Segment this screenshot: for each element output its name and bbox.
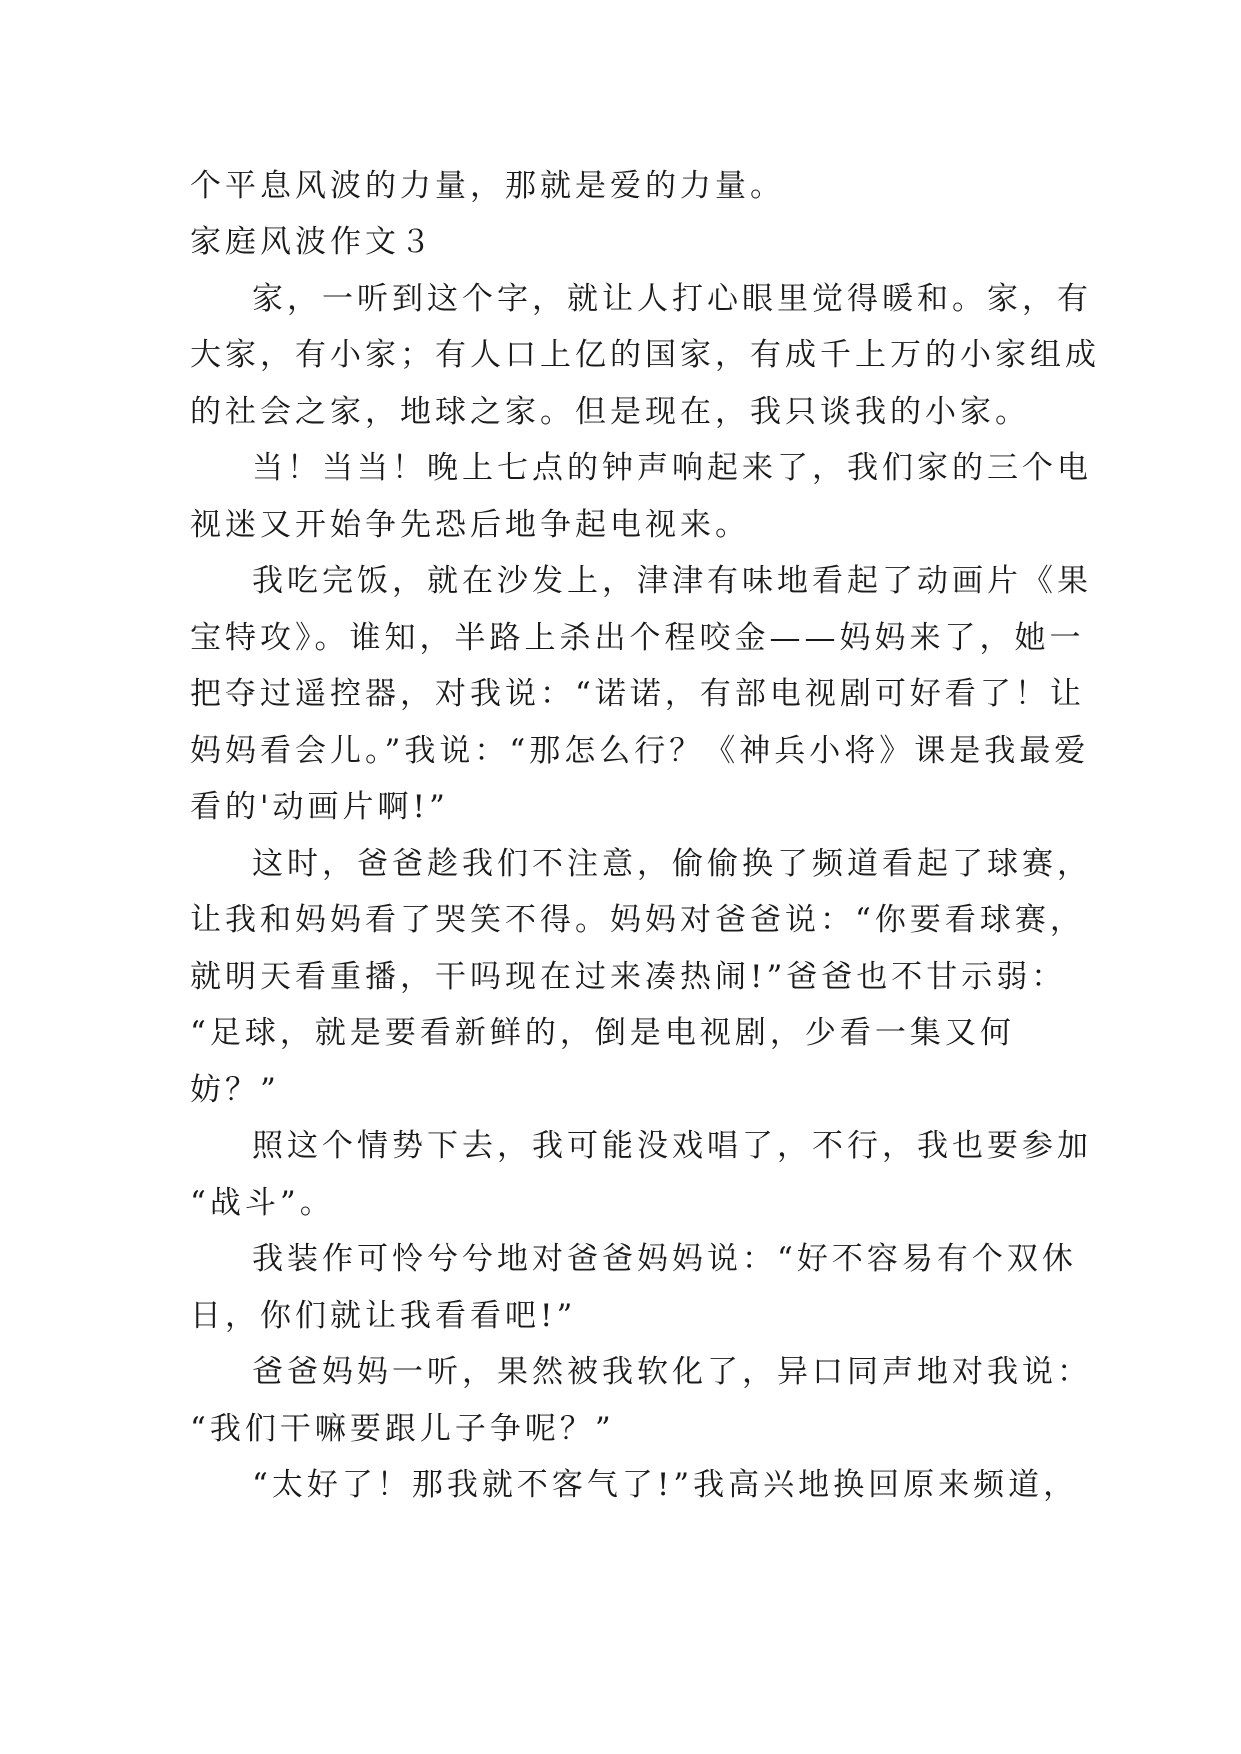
text-line: 我吃完饭，就在沙发上，津津有味地看起了动画片《果 (252, 563, 1092, 599)
text-line: 个平息风波的力量，那就是爱的力量。 (190, 168, 785, 204)
text-line: 我装作可怜兮兮地对爸爸妈妈说：“好不容易有个双休 (252, 1241, 1077, 1277)
text-line: 的社会之家，地球之家。但是现在，我只谈我的小家。 (190, 394, 1030, 430)
text-line: 妨？” (190, 1072, 280, 1108)
text-line: 宝特攻》。谁知，半路上杀出个程咬金——妈妈来了，她一 (190, 620, 1085, 656)
text-line: 看的'动画片啊!” (190, 789, 449, 825)
text-line: 当！当当！晚上七点的钟声响起来了，我们家的三个电 (252, 450, 1092, 486)
text-line: 妈妈看会儿。”我说：“那怎么行？《神兵小将》课是我最爱 (190, 733, 1090, 769)
text-line: “战斗”。 (190, 1185, 335, 1221)
text-line: “太好了！那我就不客气了!”我高兴地换回原来频道， (252, 1467, 1079, 1503)
text-line: 就明天看重播，干吗现在过来凑热闹!”爸爸也不甘示弱： (190, 959, 1067, 995)
text-line: 照这个情势下去，我可能没戏唱了，不行，我也要参加 (252, 1128, 1092, 1164)
text-line: 这时，爸爸趁我们不注意，偷偷换了频道看起了球赛， (252, 846, 1092, 882)
text-line: “我们干嘛要跟儿子争呢？” (190, 1411, 615, 1447)
section-heading: 家庭风波作文３ (190, 224, 435, 260)
text-line: 大家，有小家；有人口上亿的国家，有成千上万的小家组成 (190, 337, 1100, 373)
text-line: 日，你们就让我看看吧!” (190, 1298, 577, 1334)
text-line: “足球，就是要看新鲜的，倒是电视剧，少看一集又何 (190, 1015, 1015, 1051)
text-line: 视迷又开始争先恐后地争起电视来。 (190, 507, 750, 543)
text-line: 家，一听到这个字，就让人打心眼里觉得暖和。家，有 (252, 281, 1092, 317)
text-line: 爸爸妈妈一听，果然被我软化了，异口同声地对我说： (252, 1354, 1092, 1390)
text-line: 让我和妈妈看了哭笑不得。妈妈对爸爸说：“你要看球赛， (190, 902, 1085, 938)
text-line: 把夺过遥控器，对我说：“诺诺，有部电视剧可好看了！让 (190, 676, 1085, 712)
